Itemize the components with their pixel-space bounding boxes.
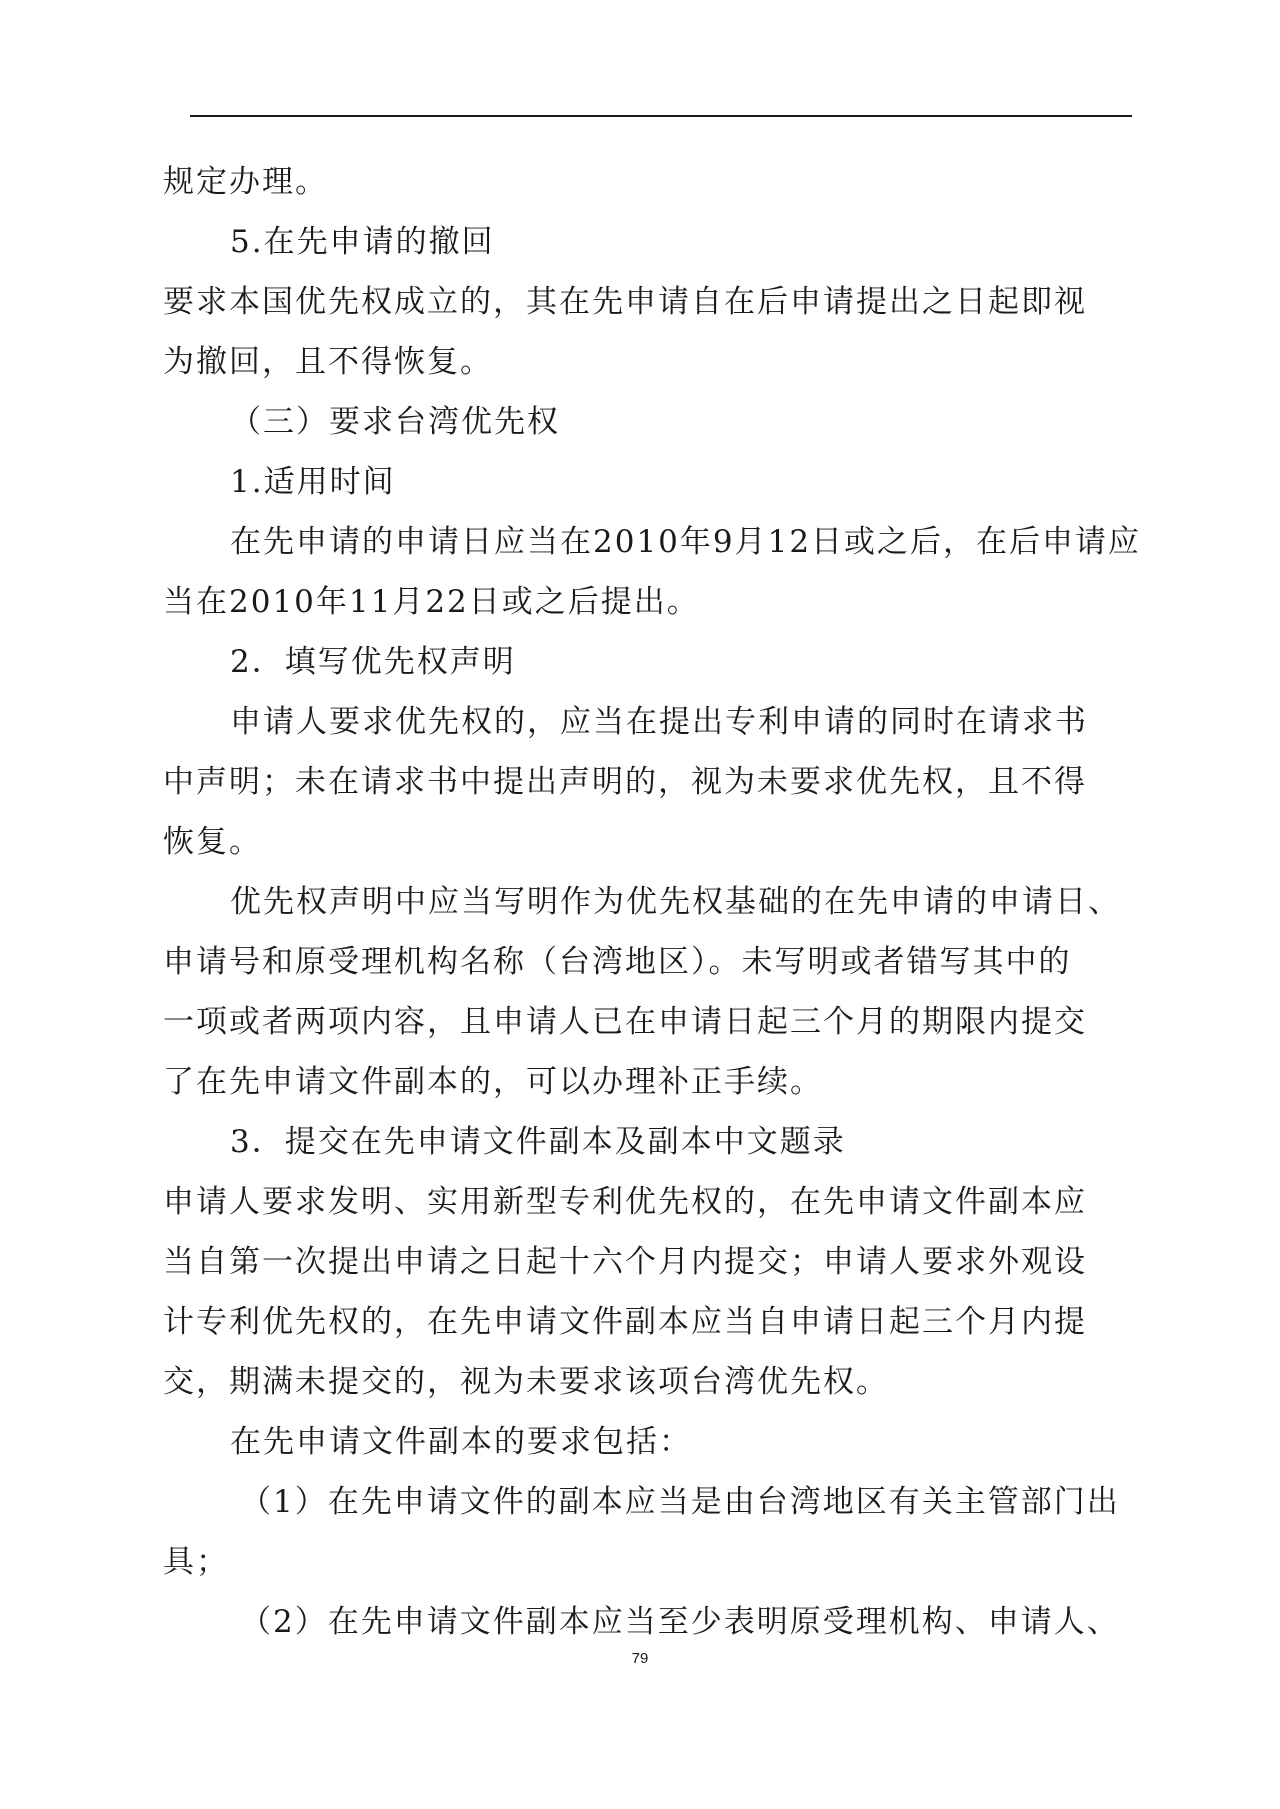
text-line: 在先申请文件副本的要求包括： (230, 1424, 692, 1460)
text-line: 中声明；未在请求书中提出声明的，视为未要求优先权，且不得 (163, 764, 1087, 800)
text-line: 了在先申请文件副本的，可以办理补正手续。 (163, 1064, 823, 1100)
section-heading: （三）要求台湾优先权 (230, 404, 560, 440)
text-line: 申请号和原受理机构名称（台湾地区）。未写明或者错写其中的 (163, 944, 1072, 980)
text-line: 申请人要求发明、实用新型专利优先权的，在先申请文件副本应 (163, 1184, 1087, 1220)
text-line: 恢复。 (163, 824, 262, 860)
text-line: 为撤回，且不得恢复。 (163, 344, 493, 380)
text-line: 申请人要求优先权的，应当在提出专利申请的同时在请求书 (230, 704, 1088, 740)
text-line: 当自第一次提出申请之日起十六个月内提交；申请人要求外观设 (163, 1244, 1087, 1280)
section-heading: 2．填写优先权声明 (230, 644, 516, 680)
text-line: 当在2010年11月22日或之后提出。 (163, 584, 700, 620)
section-heading: 1.适用时间 (230, 464, 396, 500)
header-rule (190, 115, 1132, 117)
text-line: 在先申请的申请日应当在2010年9月12日或之后，在后申请应 (230, 524, 1142, 560)
text-line: 计专利优先权的，在先申请文件副本应当自申请日起三个月内提 (163, 1304, 1087, 1340)
text-line: 交，期满未提交的，视为未要求该项台湾优先权。 (163, 1364, 889, 1400)
section-heading: 5.在先申请的撤回 (230, 224, 495, 260)
list-item: （1）在先申请文件的副本应当是由台湾地区有关主管部门出 (240, 1484, 1120, 1520)
text-line: 一项或者两项内容，且申请人已在申请日起三个月的期限内提交 (163, 1004, 1087, 1040)
section-heading: 3．提交在先申请文件副本及副本中文题录 (230, 1124, 846, 1160)
text-line: 要求本国优先权成立的，其在先申请自在后申请提出之日起即视 (163, 284, 1087, 320)
text-line: 具； (163, 1544, 229, 1580)
list-item: （2）在先申请文件副本应当至少表明原受理机构、申请人、 (240, 1604, 1120, 1640)
page-number: 79 (631, 1650, 649, 1667)
text-line: 规定办理。 (163, 164, 328, 200)
text-line: 优先权声明中应当写明作为优先权基础的在先申请的申请日、 (230, 884, 1121, 920)
